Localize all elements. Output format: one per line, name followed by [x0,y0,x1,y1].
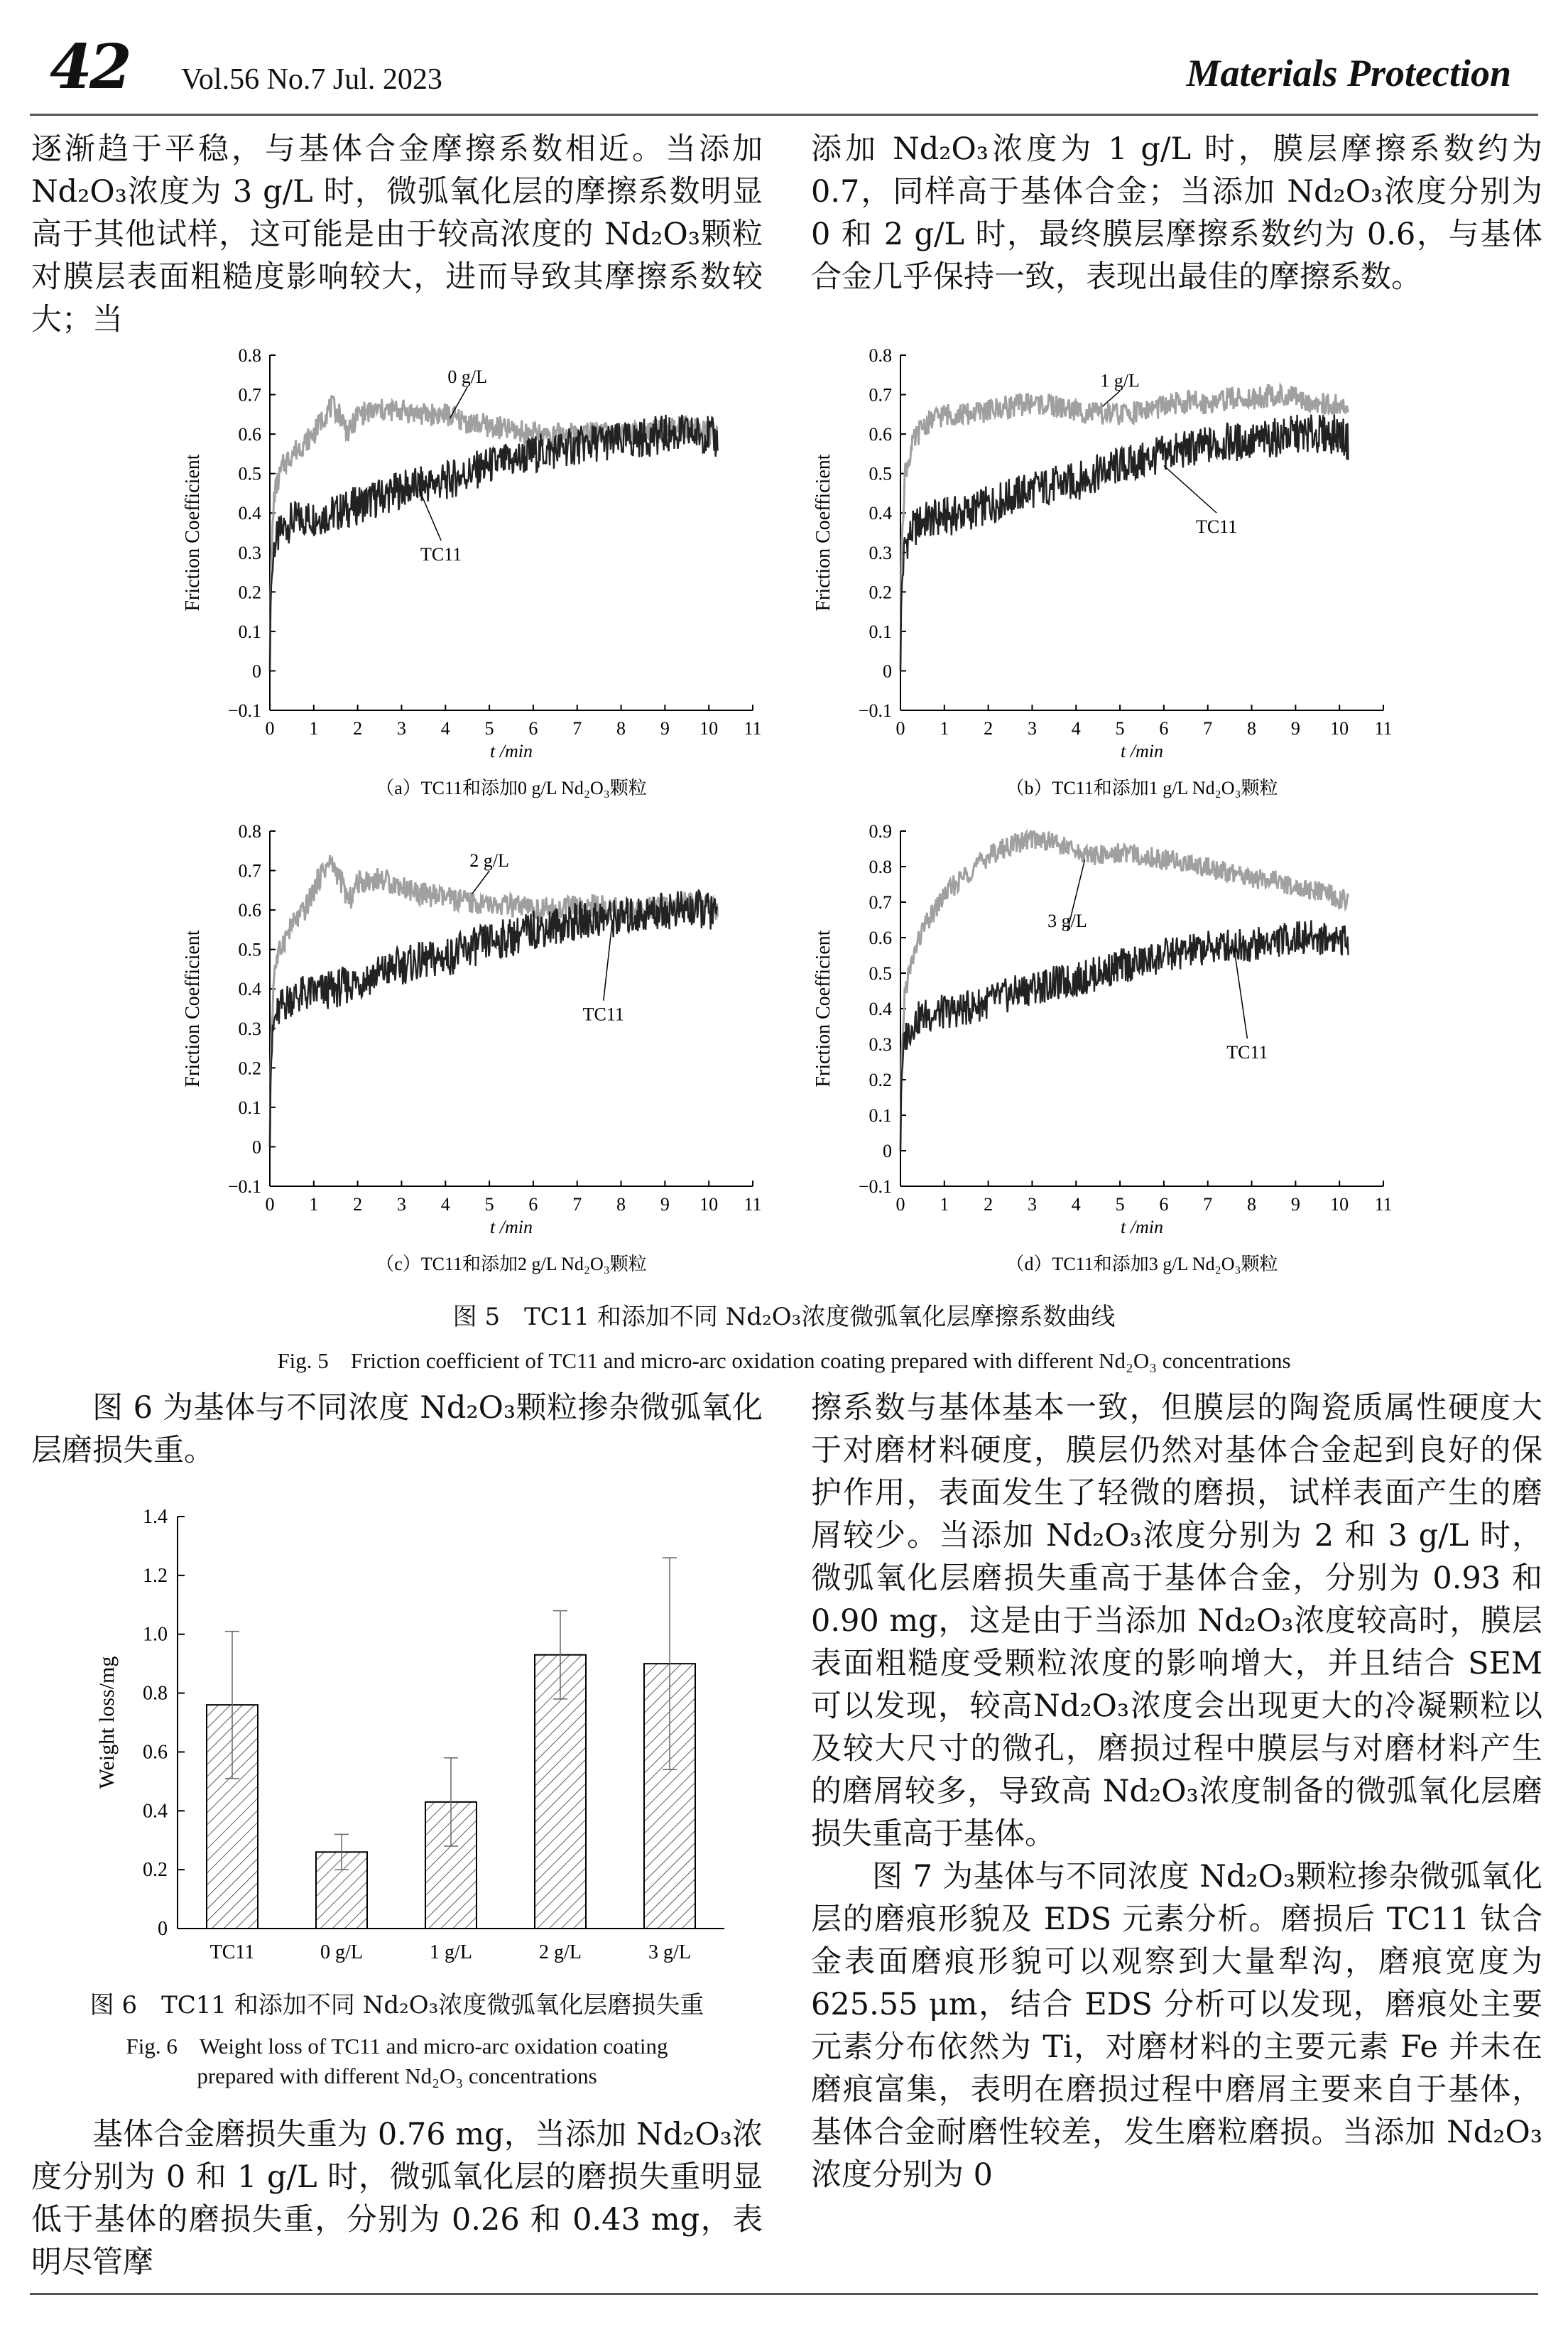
x-tick-label: 8 [1247,1194,1257,1215]
y-tick-label: −0.1 [858,1176,892,1197]
y-tick-label: 0.7 [869,384,892,406]
y-tick-label: 0.6 [238,900,261,921]
y-tick-label: 0.3 [869,542,892,563]
series-label-coating: 0 g/L [447,366,487,387]
fig6-caption-en-1: Fig. 6 Weight loss of TC11 and micro-arc oxidation coating [126,2034,668,2059]
series-line-tc11 [270,891,718,1147]
x-tick-label: 6 [1159,718,1169,739]
leader-line [1164,466,1216,513]
series-label-tc11: TC11 [582,1004,624,1025]
x-tick-label: 7 [1203,1194,1213,1215]
y-tick-label: 0.6 [238,424,261,445]
y-tick-label: 0.2 [869,582,892,603]
y-tick-label: 0.6 [869,928,892,948]
x-tick-label: 0 [895,1194,905,1215]
fig5-caption-en: Fig. 5 Friction coefficient of TC11 and micro-arc oxidation coating prepared with different Nd₂O₃ concentrations [277,1348,1291,1373]
x-tick-label: 10 [699,1194,719,1215]
x-tick-label: 10 [699,718,719,739]
text-bottom-left: 基体合金磨损失重为 0.76 mg，当添加 Nd₂O₃浓度分别为 0 和 1 g/L 时，微弧氧化层的磨损失重明显低于基体的磨损失重，分别为 0.26 和 0.43 mg，表明尽管摩 [31,2117,763,2280]
x-tick-label: 5 [1115,718,1125,739]
series-label-tc11: TC11 [420,543,462,565]
y-tick-label: −0.1 [227,1176,261,1197]
x-tick-label: 2 [984,718,993,739]
y-tick-label: 0 [158,1918,168,1940]
panel-subcaption: （c）TC11和添加2 g/L Nd₂O₃颗粒 [376,1254,647,1274]
series-label-tc11: TC11 [1226,1042,1268,1063]
x-tick-label: 10 [1330,1194,1349,1215]
y-tick-label: 0.2 [143,1859,168,1882]
fig5-panel-b [801,341,1398,810]
x-tick-label: 7 [572,1194,582,1215]
y-tick-label: 0.1 [238,621,261,642]
y-tick-label: 0.2 [238,582,261,603]
x-tick-label: 6 [528,718,538,739]
x-tick-label: 3 [396,718,406,739]
x-tick-label: 0 [265,718,275,739]
x-tick-label: 9 [660,1194,670,1215]
panel-subcaption: （d）TC11和添加3 g/L Nd₂O₃颗粒 [1006,1254,1278,1274]
y-tick-label: 0.4 [238,503,261,524]
x-tick-label: 11 [744,1194,762,1215]
leader-line [604,922,612,1001]
header-rule [30,114,1538,116]
y-tick-label: 0 [883,661,892,682]
series-line-tc11 [270,415,718,671]
x-tick-label: 7 [1203,718,1213,739]
y-tick-label: 0.8 [869,857,892,877]
series-label-tc11: TC11 [1195,516,1238,537]
y-tick-label: 0.9 [869,821,892,842]
y-tick-label: 1.4 [143,1506,168,1528]
y-tick-label: −0.1 [858,700,892,721]
fig6-caption-cn: 图 6 TC11 和添加不同 Nd₂O₃浓度微弧氧化层磨损失重 [89,1991,704,2019]
y-tick-label: 0 [252,661,261,682]
y-tick-label: 0.8 [238,345,261,366]
y-tick-label: 0.1 [238,1097,261,1118]
x-tick-label: 3 [1027,1194,1037,1215]
x-tick-label: 9 [1290,1194,1300,1215]
y-tick-label: 0.7 [238,384,261,406]
series-label-coating: 3 g/L [1047,911,1087,931]
journal-name: Materials Protection [1186,52,1511,94]
y-tick-label: 0 [883,1141,892,1161]
x-axis-label: t /min [490,741,533,761]
x-tick-label: 10 [1330,718,1349,739]
y-tick-label: 0.5 [238,463,261,484]
x-tick-label: 0 [265,1194,275,1215]
x-tick-label: 2 [984,1194,993,1215]
x-tick-label: 2 [353,1194,363,1215]
x-axis-label: t /min [1121,741,1163,761]
footer-rule [30,2293,1538,2295]
x-tick-label: 7 [572,718,582,739]
x-tick-label: 1 [309,718,319,739]
x-tick-label: 9 [1290,718,1300,739]
text-right-column: 擦系数与基体基本一致，但膜层的陶瓷质属性硬度大于对磨材料硬度，膜层仍然对基体合金起到良好的保护作用，表面发生了轻微的磨损，试样表面产生的磨屑较少。当添加 Nd₂O₃浓度分别为 2 和 3 g/L 时，微弧氧化层磨损失重高于基体合金，分别为 0.93 和 0.90 mg，这是由于当添加 Nd₂O₃浓度较高时，膜层表面粗糙度受颗粒浓度的影响增大，并且结合 SEM 可以发现，较高Nd₂O₃浓度会出现更大的冷凝颗粒以及较大尺寸的微孔，磨损过程中膜层与对磨材料产生的磨屑较多，导致高 Nd₂O₃浓度制备的微弧氧化层磨损失重高于基体。 图 7 为基体与不同浓度 Nd₂O₃颗粒掺杂微弧氧化层的磨痕形貌及 EDS 元素分析。磨损后 TC11 钛合金表面磨痕形貌可以观察到大量犁沟，磨痕宽度为625.55 μm，结合 EDS 分析可以发现，磨痕处主要元素分布依然为 Ti，对磨材料的主要元素 Fe 并未在磨痕富集，表明在磨损过程中磨屑主要来自于基体，基体合金耐磨性较差，发生磨粒磨损。当添加 Nd₂O₃浓度分别为 0 [811,1390,1542,2193]
text-top-left: 逐渐趋于平稳，与基体合金摩擦系数相近。当添加Nd₂O₃浓度为 3 g/L 时，微弧氧化层的摩擦系数明显高于其他试样，这可能是由于较高浓度的 Nd₂O₃颗粒对膜层表面粗糙度影响较大，进而导致其摩擦系数较大；当 [31,131,763,337]
y-tick-label: 0.5 [869,963,892,984]
fig5-panel-a [170,341,767,810]
x-tick-label: 0 [895,718,905,739]
x-axis-label: t /min [490,1217,533,1237]
x-tick-label: 5 [484,1194,494,1215]
y-tick-label: 0.1 [869,1105,892,1126]
x-tick-label: 5 [484,718,494,739]
panel-subcaption: （b）TC11和添加1 g/L Nd₂O₃颗粒 [1006,778,1278,798]
y-tick-label: 0.4 [143,1800,168,1823]
y-axis-label: Weight loss/mg [95,1656,119,1789]
x-category-label: TC11 [209,1941,255,1963]
series-line-tc11 [900,921,1349,1151]
x-category-label: 0 g/L [320,1941,363,1963]
y-axis-label: Friction Coefficient [182,454,204,612]
fig5-caption-cn: 图 5 TC11 和添加不同 Nd₂O₃浓度微弧氧化层摩擦系数曲线 [452,1303,1116,1331]
x-tick-label: 4 [1071,718,1081,739]
x-tick-label: 4 [1071,1194,1081,1215]
y-tick-label: 0.8 [238,821,261,842]
y-tick-label: 0.4 [238,979,261,1000]
text-top-right: 添加 Nd₂O₃浓度为 1 g/L 时，膜层摩擦系数约为 0.7，同样高于基体合金；当添加 Nd₂O₃浓度分别为 0 和 2 g/L 时，最终膜层摩擦系数约为 0.6，与基体合金几乎保持一致，表现出最佳的摩擦系数。 [811,131,1542,295]
y-tick-label: 0 [252,1137,261,1158]
fig6-caption-en-2: prepared with different Nd₂O₃ concentrations [197,2063,597,2088]
fig5-panel-c [170,817,767,1286]
y-tick-label: 0.3 [238,1018,261,1039]
fig6-chart [85,1488,767,1971]
x-tick-label: 3 [1027,718,1037,739]
y-tick-label: 0.7 [869,892,892,913]
x-tick-label: 6 [1159,1194,1169,1215]
x-category-label: 2 g/L [539,1941,582,1963]
y-tick-label: 0.3 [238,542,261,563]
x-tick-label: 9 [660,718,670,739]
panel-subcaption: （a）TC11和添加0 g/L Nd₂O₃颗粒 [376,778,647,798]
y-tick-label: 0.3 [869,1034,892,1055]
y-tick-label: 0.2 [238,1058,261,1079]
y-tick-label: 0.6 [143,1741,168,1764]
page-number: 42 [50,31,129,103]
x-tick-label: 6 [528,1194,538,1215]
x-tick-label: 1 [940,718,949,739]
series-line-tc11 [900,414,1349,671]
series-label-coating: 2 g/L [469,850,509,871]
y-tick-label: 0.8 [869,345,892,366]
y-tick-label: 0.2 [869,1070,892,1090]
issue-info: Vol.56 No.7 Jul. 2023 [181,63,442,96]
x-tick-label: 8 [616,1194,626,1215]
x-tick-label: 3 [396,1194,406,1215]
y-tick-label: 1.2 [143,1564,168,1587]
y-axis-label: Friction Coefficient [182,930,204,1088]
y-tick-label: 0.5 [869,463,892,484]
leader-line [1234,948,1248,1038]
x-tick-label: 4 [440,1194,450,1215]
x-tick-label: 1 [940,1194,949,1215]
leader-line [419,489,441,541]
y-tick-label: −0.1 [227,700,261,721]
x-tick-label: 8 [1247,718,1257,739]
x-category-label: 1 g/L [430,1941,472,1963]
leader-line [472,871,489,894]
x-category-label: 3 g/L [648,1941,691,1963]
y-tick-label: 0.8 [143,1682,168,1705]
y-tick-label: 0.6 [869,424,892,445]
x-tick-label: 11 [744,718,762,739]
y-axis-label: Friction Coefficient [812,930,834,1088]
fig5-panel-d [801,817,1398,1286]
x-tick-label: 1 [309,1194,319,1215]
y-tick-label: 0.1 [869,621,892,642]
x-axis-label: t /min [1121,1217,1163,1237]
y-axis-label: Friction Coefficient [812,454,834,612]
y-tick-label: 1.0 [143,1623,168,1646]
x-tick-label: 8 [616,718,626,739]
x-tick-label: 11 [1374,1194,1393,1215]
x-tick-label: 4 [440,718,450,739]
y-tick-label: 0.5 [238,939,261,960]
x-tick-label: 5 [1115,1194,1125,1215]
y-tick-label: 0.7 [238,860,261,882]
x-tick-label: 11 [1374,718,1393,739]
text-mid-left: 图 6 为基体与不同浓度 Nd₂O₃颗粒掺杂微弧氧化层磨损失重。 [31,1390,763,1468]
x-tick-label: 2 [353,718,363,739]
series-label-coating: 1 g/L [1100,370,1140,391]
y-tick-label: 0.4 [869,999,892,1019]
y-tick-label: 0.4 [869,503,892,524]
